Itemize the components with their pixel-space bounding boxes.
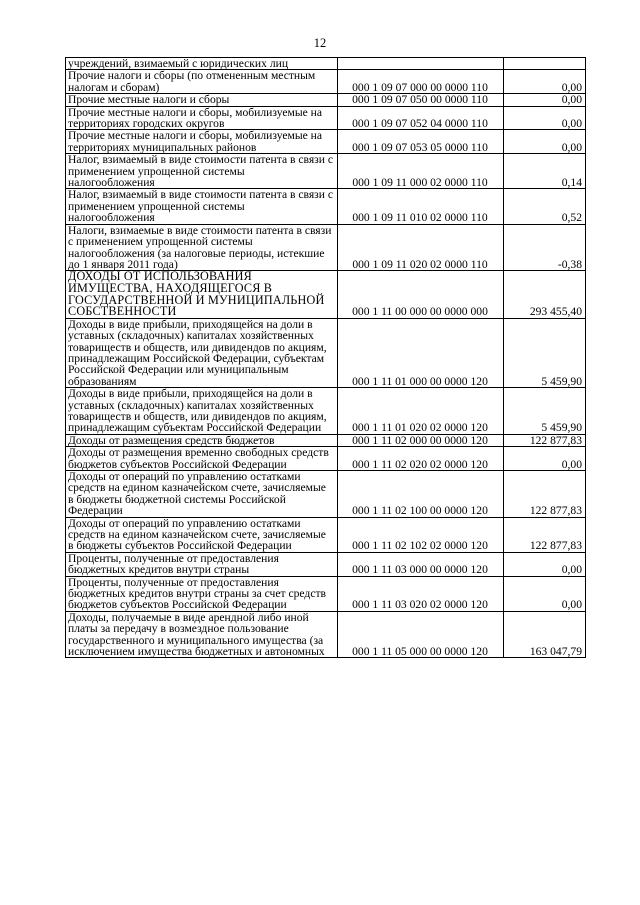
table-row xyxy=(66,94,586,106)
amount-cell xyxy=(504,58,586,70)
amount-cell: 0,00 xyxy=(504,447,586,471)
classification-code-cell: 000 1 11 03 000 00 0000 120 xyxy=(338,552,504,576)
revenue-name-cell: Налог, взимаемый в виде стоимости патента в связи с применением упрощенной системы налогообложения xyxy=(66,189,338,224)
table-row xyxy=(66,388,586,435)
amount-cell: 122 877,83 xyxy=(504,470,586,517)
classification-code-cell: 000 1 11 05 000 00 0000 120 xyxy=(338,611,504,658)
classification-code-cell: 000 1 09 11 000 02 0000 110 xyxy=(338,154,504,189)
amount-cell: 0,00 xyxy=(504,576,586,611)
amount-cell: 0,00 xyxy=(504,130,586,154)
amount-cell: 0,00 xyxy=(504,94,586,106)
amount-cell: 5 459,90 xyxy=(504,388,586,435)
table-row xyxy=(66,70,586,94)
amount-cell: 122 877,83 xyxy=(504,517,586,552)
classification-code-cell: 000 1 11 02 020 02 0000 120 xyxy=(338,447,504,471)
revenue-name-cell: Доходы от размещения средств бюджетов xyxy=(66,434,338,446)
amount-cell: 5 459,90 xyxy=(504,318,586,387)
classification-code-cell: 000 1 09 07 050 00 0000 110 xyxy=(338,94,504,106)
revenue-name-cell: Прочие местные налоги и сборы, мобилизуемые на территориях муниципальных районов xyxy=(66,130,338,154)
table-row xyxy=(66,552,586,576)
classification-code-cell: 000 1 11 02 000 00 0000 120 xyxy=(338,434,504,446)
classification-code-cell: 000 1 11 02 102 02 0000 120 xyxy=(338,517,504,552)
revenue-name-cell: Доходы в виде прибыли, приходящейся на доли в уставных (складочных) капиталах хозяйственных товариществ и обществ, или дивидендов по акциям, принадлежащим Российской Федерации, субъектам Российской Федерации или муниципальным образованиям xyxy=(66,318,338,387)
table-row xyxy=(66,224,586,271)
classification-code-cell: 000 1 09 07 053 05 0000 110 xyxy=(338,130,504,154)
table-row xyxy=(66,611,586,658)
classification-code-cell: 000 1 11 02 100 00 0000 120 xyxy=(338,470,504,517)
revenue-name-cell: Доходы от операций по управлению остатками средств на едином казначейском счете, зачисляемые в бюджеты субъектов Российской Федерации xyxy=(66,517,338,552)
revenue-name-cell: Проценты, полученные от предоставления бюджетных кредитов внутри страны за счет средств бюджетов субъектов Российской Федерации xyxy=(66,576,338,611)
classification-code-cell: 000 1 09 07 000 00 0000 110 xyxy=(338,70,504,94)
classification-code-cell: 000 1 11 00 000 00 0000 000 xyxy=(338,271,504,318)
amount-cell: -0,38 xyxy=(504,224,586,271)
table-row xyxy=(66,434,586,446)
revenue-name-cell: Прочие местные налоги и сборы xyxy=(66,94,338,106)
table-row xyxy=(66,576,586,611)
table-row xyxy=(66,189,586,224)
table-row xyxy=(66,447,586,471)
revenue-name-cell: Проценты, полученные от предоставления бюджетных кредитов внутри страны xyxy=(66,552,338,576)
table-row xyxy=(66,106,586,130)
table-row xyxy=(66,58,586,70)
amount-cell: 0,00 xyxy=(504,106,586,130)
page-number: 12 xyxy=(313,36,327,50)
amount-cell: 163 047,79 xyxy=(504,611,586,658)
table-row xyxy=(66,470,586,517)
revenue-name-cell: учреждений, взимаемый с юридических лиц xyxy=(66,58,338,70)
table-row xyxy=(66,130,586,154)
amount-cell: 0,14 xyxy=(504,154,586,189)
classification-code-cell: 000 1 09 11 010 02 0000 110 xyxy=(338,189,504,224)
classification-code-cell: 000 1 09 07 052 04 0000 110 xyxy=(338,106,504,130)
revenue-name-cell: Налог, взимаемый в виде стоимости патента в связи с применением упрощенной системы налогообложения xyxy=(66,154,338,189)
table-row xyxy=(66,517,586,552)
revenue-name-cell: Доходы в виде прибыли, приходящейся на доли в уставных (складочных) капиталах хозяйственных товариществ и обществ, или дивидендов по акциям, принадлежащим субъектам Российской Федерации xyxy=(66,388,338,435)
table-row xyxy=(66,318,586,387)
revenue-name-cell: Прочие налоги и сборы (по отмененным местным налогам и сборам) xyxy=(66,70,338,94)
revenue-name-cell: Прочие местные налоги и сборы, мобилизуемые на территориях городских округов xyxy=(66,106,338,130)
revenue-name-cell: Доходы от операций по управлению остатками средств на едином казначейском счете, зачисляемые в бюджеты бюджетной системы Российской Федерации xyxy=(66,470,338,517)
amount-cell: 293 455,40 xyxy=(504,271,586,318)
revenue-table xyxy=(65,57,586,658)
classification-code-cell xyxy=(338,58,504,70)
table-row xyxy=(66,271,586,318)
revenue-name-cell: ДОХОДЫ ОТ ИСПОЛЬЗОВАНИЯ ИМУЩЕСТВА, НАХОДЯЩЕГОСЯ В ГОСУДАРСТВЕННОЙ И МУНИЦИПАЛЬНОЙ СОБСТВЕННОСТИ xyxy=(66,271,338,318)
amount-cell: 0,00 xyxy=(504,552,586,576)
revenue-name-cell: Доходы от размещения временно свободных средств бюджетов субъектов Российской Федерации xyxy=(66,447,338,471)
classification-code-cell: 000 1 11 03 020 02 0000 120 xyxy=(338,576,504,611)
classification-code-cell: 000 1 09 11 020 02 0000 110 xyxy=(338,224,504,271)
revenue-name-cell: Налоги, взимаемые в виде стоимости патента в связи с применением упрощенной системы налогообложения (за налоговые периоды, истекшие до 1 января 2011 года) xyxy=(66,224,338,271)
amount-cell: 0,52 xyxy=(504,189,586,224)
revenue-name-cell: Доходы, получаемые в виде арендной либо иной платы за передачу в возмездное пользование государственного и муниципального имущества (за исключением имущества бюджетных и автономных xyxy=(66,611,338,658)
amount-cell: 122 877,83 xyxy=(504,434,586,446)
table-row xyxy=(66,154,586,189)
classification-code-cell: 000 1 11 01 000 00 0000 120 xyxy=(338,318,504,387)
amount-cell: 0,00 xyxy=(504,70,586,94)
classification-code-cell: 000 1 11 01 020 02 0000 120 xyxy=(338,388,504,435)
